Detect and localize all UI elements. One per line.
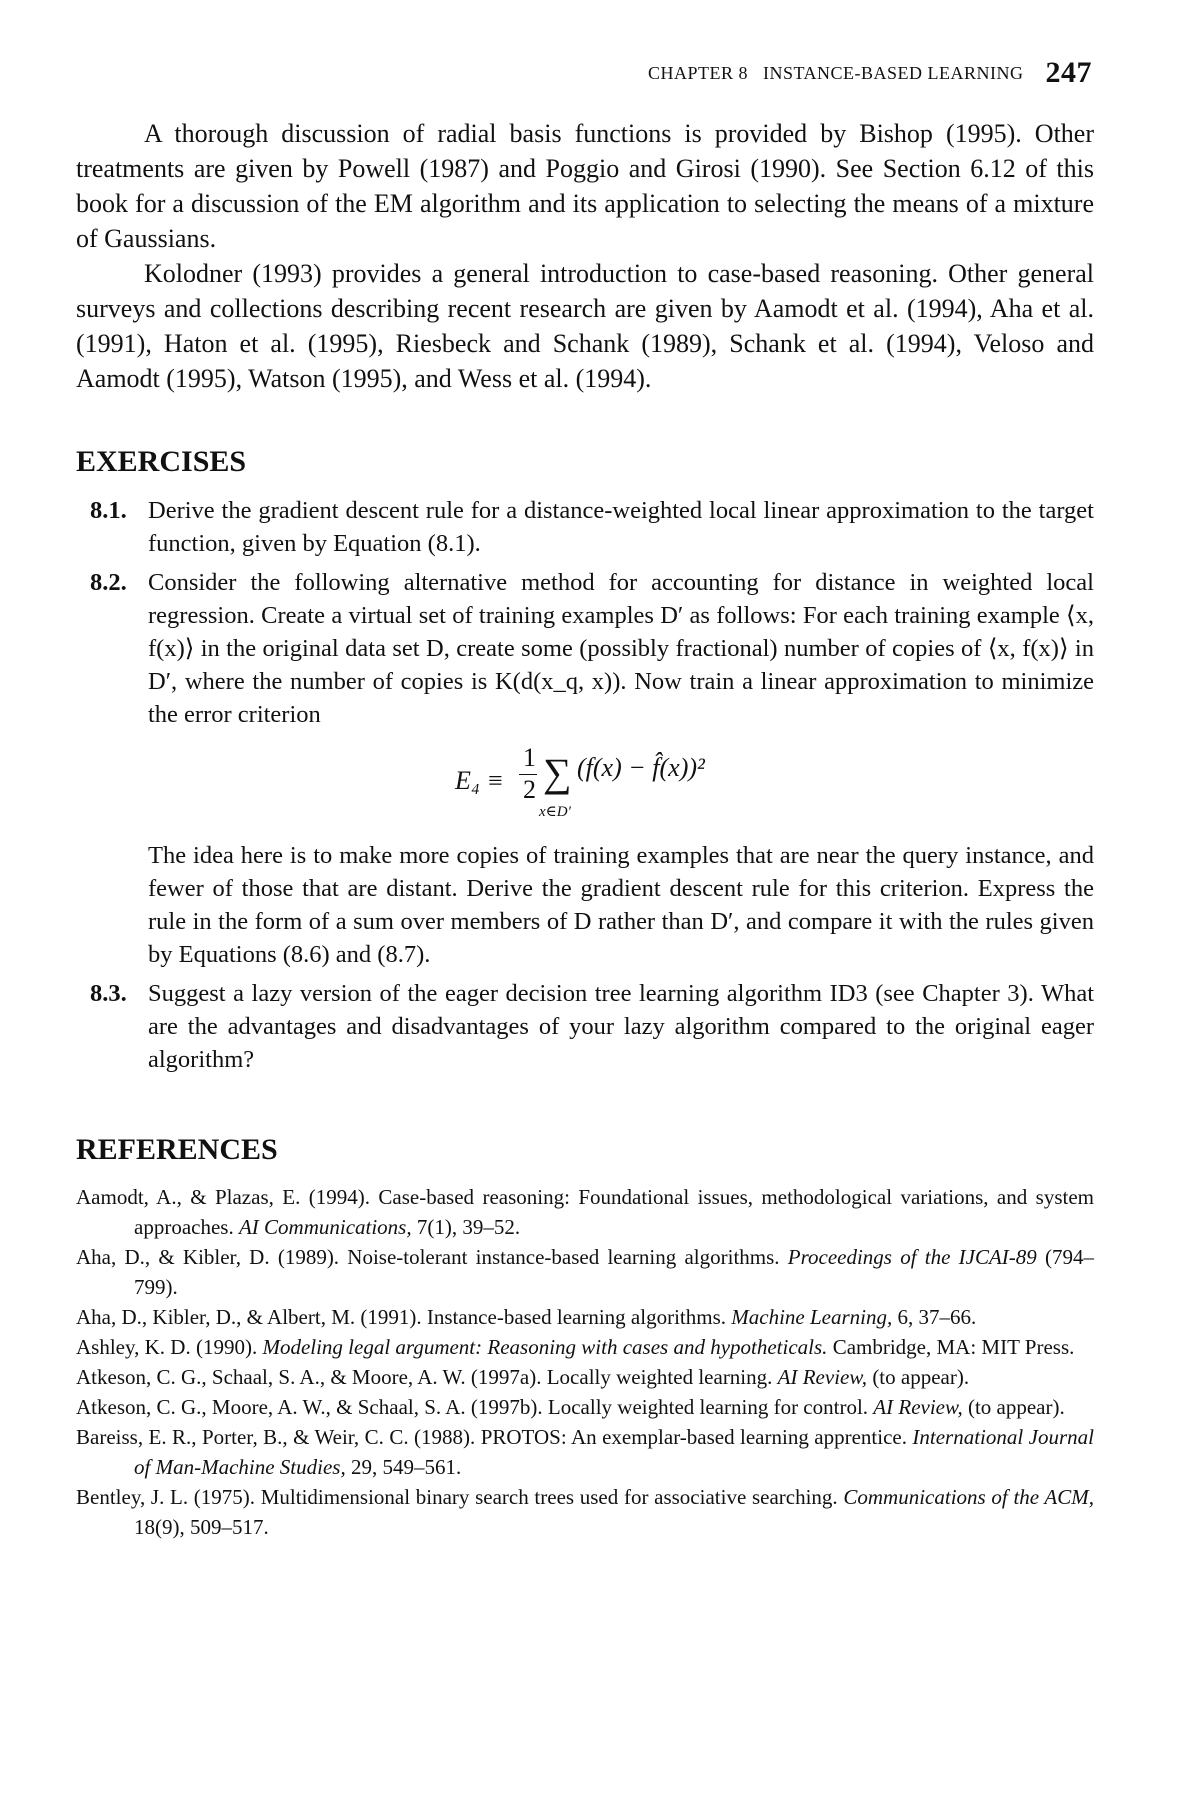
intro-paragraph-1: A thorough discussion of radial basis functions is provided by Bishop (1995). Other treatments are given by Powell (1987) and Poggio and Girosi (1990). See Section 6.12 of this book for a discussion of the EM algorithm and its application to selecting the means of a mixture of Gaussians. <box>76 119 1094 253</box>
intro-paragraph-2: Kolodner (1993) provides a general introduction to case-based reasoning. Other general surveys and collections describing recent research are given by Aamodt et al. (1994), Aha et al. (1991), Haton et al. (1995), Riesbeck and Schank (1989), Schank et al. (1994), Veloso and Aamodt (1995), Watson (1995), and Wess et al. (1994). <box>76 259 1094 393</box>
references-heading: REFERENCES <box>76 1133 278 1166</box>
reference-item: Bentley, J. L. (1975). Multidimensional binary search trees used for associative searching. Communications of the ACM, 18(9), 509–517. <box>76 1485 1094 1539</box>
reference-item: Atkeson, C. G., Schaal, S. A., & Moore, A. W. (1997a). Locally weighted learning. AI Review, (to appear). <box>76 1365 970 1389</box>
exercise-8-2 <box>76 566 1094 731</box>
running-header <box>648 56 1092 90</box>
exercise-text: The idea here is to make more copies of training examples that are near the query instance, and fewer of those that are distant. Derive the gradient descent rule for this criterion. Express the rule in the form of a sum over members of D rather than D′, and compare it with the rules given by Equations (8.6) and (8.7). <box>148 842 1094 968</box>
exercises-heading: EXERCISES <box>76 445 247 478</box>
exercise-8-1 <box>76 494 1094 560</box>
exercise-number: 8.3. <box>90 980 127 1007</box>
reference-item: Aha, D., Kibler, D., & Albert, M. (1991). Instance-based learning algorithms. Machine Learning, 6, 37–66. <box>76 1305 977 1329</box>
sum-symbol: ∑ <box>543 750 572 795</box>
reference-item: Ashley, K. D. (1990). Modeling legal argument: Reasoning with cases and hypotheticals. Cambridge, MA: MIT Press. <box>76 1335 1075 1359</box>
page-body <box>76 116 1094 1542</box>
references-list <box>76 1182 1094 1542</box>
reference-item: Aha, D., & Kibler, D. (1989). Noise-tolerant instance-based learning algorithms. Proceedings of the IJCAI-89 (794–799). <box>76 1245 1094 1299</box>
exercise-text: Suggest a lazy version of the eager decision tree learning algorithm ID3 (see Chapter 3). What are the advantages and disadvantages of your lazy algorithm compared to the original eager algorithm? <box>148 980 1094 1073</box>
reference-item: Atkeson, C. G., Moore, A. W., & Schaal, S. A. (1997b). Locally weighted learning for control. AI Review, (to appear). <box>76 1395 1065 1419</box>
exercise-8-3 <box>76 977 1094 1076</box>
exercise-8-2-continued <box>76 839 1094 971</box>
reference-item: Bareiss, E. R., Porter, B., & Weir, C. C. (1988). PROTOS: An exemplar-based learning apprentice. International Journal of Man-Machine Studies, 29, 549–561. <box>76 1425 1094 1479</box>
sum-subscript: x∈D′ <box>539 804 571 820</box>
error-equation <box>455 741 855 825</box>
exercise-text: Derive the gradient descent rule for a distance-weighted local linear approximation to the target function, given by Equation (8.1). <box>148 497 1094 557</box>
intro-section <box>76 116 1094 396</box>
exercise-text: Consider the following alternative method for accounting for distance in weighted local regression. Create a virtual set of training examples D′ as follows: For each training example ⟨x, f(x)⟩ in the original data set D, create some (possibly fractional) number of copies of ⟨x, f(x)⟩ in D′, where the number of copies is K(d(x_q, x)). Now train a linear approximation to minimize the error criterion <box>148 569 1094 728</box>
page-number: 247 <box>1045 56 1092 89</box>
equation-frac-num: 1 <box>523 743 536 772</box>
equation-lhs: E₄ ≡ <box>455 766 504 795</box>
equation-rhs: (f(x) − f̂(x))² <box>577 753 705 782</box>
exercise-number: 8.1. <box>90 497 127 524</box>
equation-frac-den: 2 <box>523 775 536 804</box>
running-title: CHAPTER 8 INSTANCE-BASED LEARNING <box>647 63 1024 83</box>
exercise-number: 8.2. <box>90 569 127 596</box>
reference-item: Aamodt, A., & Plazas, E. (1994). Case-based reasoning: Foundational issues, methodological variations, and system approaches. AI Communications, 7(1), 39–52. <box>76 1185 1094 1239</box>
